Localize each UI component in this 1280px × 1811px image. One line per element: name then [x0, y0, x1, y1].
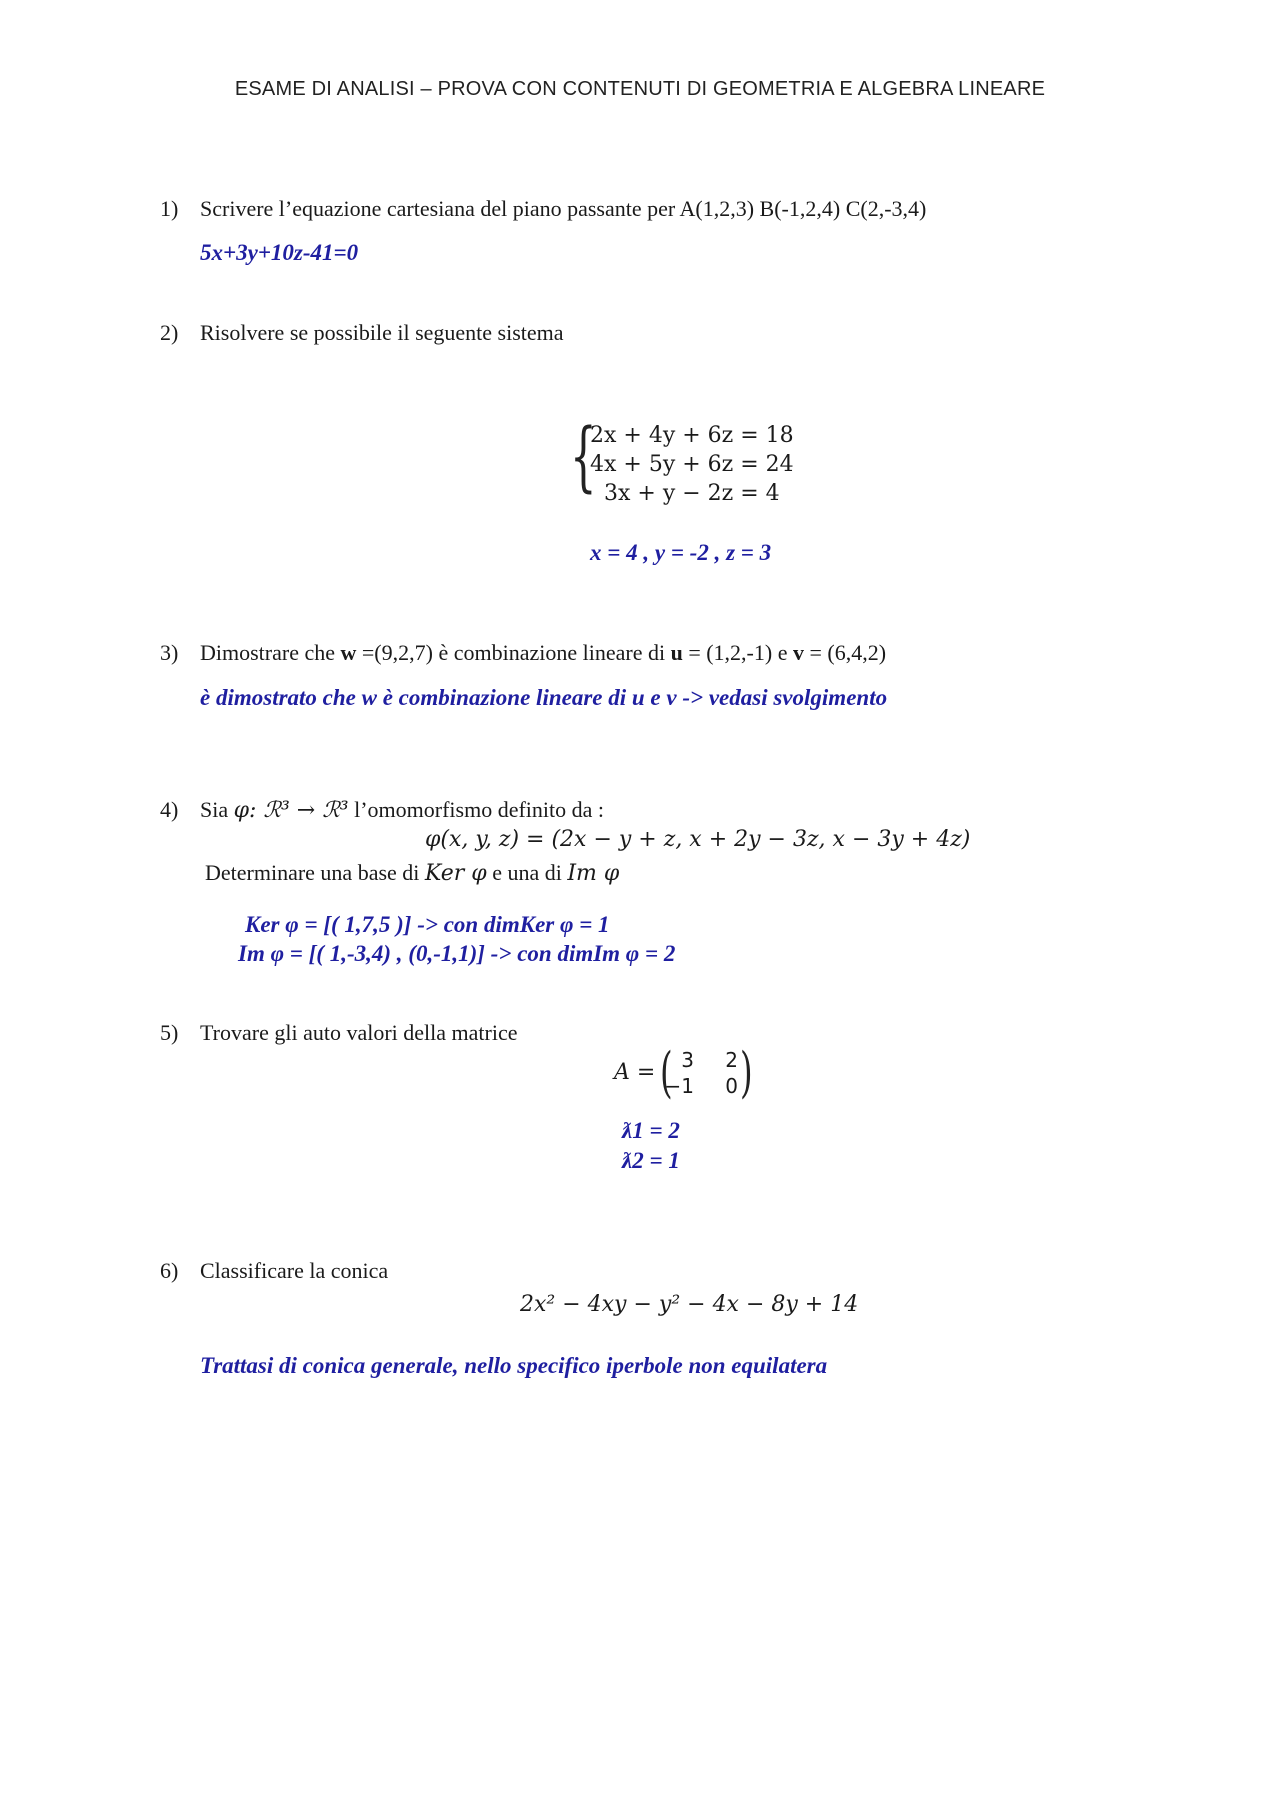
question-3-text: [200, 640, 886, 666]
image-symbol: Im φ: [567, 861, 620, 886]
question-4-subtext-b: e una di: [486, 860, 568, 885]
question-3-text-w: =(9,2,7) è combinazione lineare di: [356, 640, 671, 665]
matrix-label: A =: [614, 1060, 656, 1085]
system-equation-1: 2x + 4y + 6z = 18: [590, 423, 794, 448]
matrix-cell-2-1: −1: [664, 1074, 694, 1098]
matrix-cell-2-2: 0: [725, 1074, 738, 1098]
question-4-text-end: l’omomorfismo definito da :: [348, 797, 605, 822]
question-4-text-start: Sia: [200, 797, 234, 822]
question-4-text: [200, 797, 604, 823]
question-2-text: Risolvere se possibile il seguente sistema: [200, 320, 564, 345]
question-4-subtext: [205, 860, 619, 886]
question-4-answer-image: Im φ = [( 1,-3,4) , (0,-1,1)] -> con dimIm φ = 2: [238, 941, 676, 966]
question-2-number: 2): [160, 320, 179, 345]
question-6-answer: Trattasi di conica generale, nello specifico iperbole non equilatera: [200, 1353, 828, 1378]
question-4-answer-kernel: Ker φ = [( 1,7,5 )] -> con dimKer φ = 1: [245, 912, 610, 937]
question-3-answer: è dimostrato che w è combinazione lineare di u e v -> vedasi svolgimento: [200, 685, 888, 710]
question-5-answer-2: ƛ2 = 1: [622, 1148, 680, 1173]
question-4-number: 4): [160, 797, 179, 822]
question-6-text: Classificare la conica: [200, 1258, 389, 1283]
vector-u: u: [670, 640, 683, 665]
matrix-right-paren: ): [740, 1041, 753, 1104]
kernel-symbol: Ker φ: [424, 861, 487, 886]
matrix-cell-1-2: 2: [725, 1048, 738, 1072]
vector-w: w: [340, 640, 357, 665]
question-3-number: 3): [160, 640, 179, 665]
question-5-answer-1: ƛ1 = 2: [622, 1118, 680, 1143]
question-5-number: 5): [160, 1020, 179, 1045]
conic-expression: 2x² − 4xy − y² − 4x − 8y + 14: [520, 1292, 859, 1317]
system-equation-3: 3x + y − 2z = 4: [604, 481, 780, 506]
matrix-cell-1-1: 3: [681, 1048, 694, 1072]
matrix-left-paren: (: [660, 1041, 673, 1104]
page-title: ESAME DI ANALISI – PROVA CON CONTENUTI DI GEOMETRIA E ALGEBRA LINEARE: [234, 78, 1046, 100]
question-1-number: 1): [160, 196, 179, 221]
question-5-text: Trovare gli auto valori della matrice: [200, 1020, 518, 1045]
system-brace: {: [570, 411, 597, 500]
question-4-subtext-a: Determinare una base di: [205, 860, 425, 885]
question-1-text: Scrivere l’equazione cartesiana del piano passante per A(1,2,3) B(-1,2,4) C(2,-3,4): [200, 196, 927, 221]
question-1-answer: 5x+3y+10z-41=0: [200, 240, 359, 265]
question-2-answer: x = 4 , y = -2 , z = 3: [590, 540, 772, 565]
system-equation-2: 4x + 5y + 6z = 24: [590, 452, 794, 477]
homomorphism-definition: φ(x, y, z) = (2x − y + z, x + 2y − 3z, x − 3y + 4z): [425, 827, 971, 852]
question-3-text-v: = (6,4,2): [803, 640, 887, 665]
question-6-number: 6): [160, 1258, 179, 1283]
question-3-text-u: = (1,2,-1) e: [682, 640, 793, 665]
vector-v: v: [792, 640, 804, 665]
homomorphism-map: φ: ℛ³ → ℛ³: [233, 798, 349, 823]
question-3-text-start: Dimostrare che: [200, 640, 341, 665]
